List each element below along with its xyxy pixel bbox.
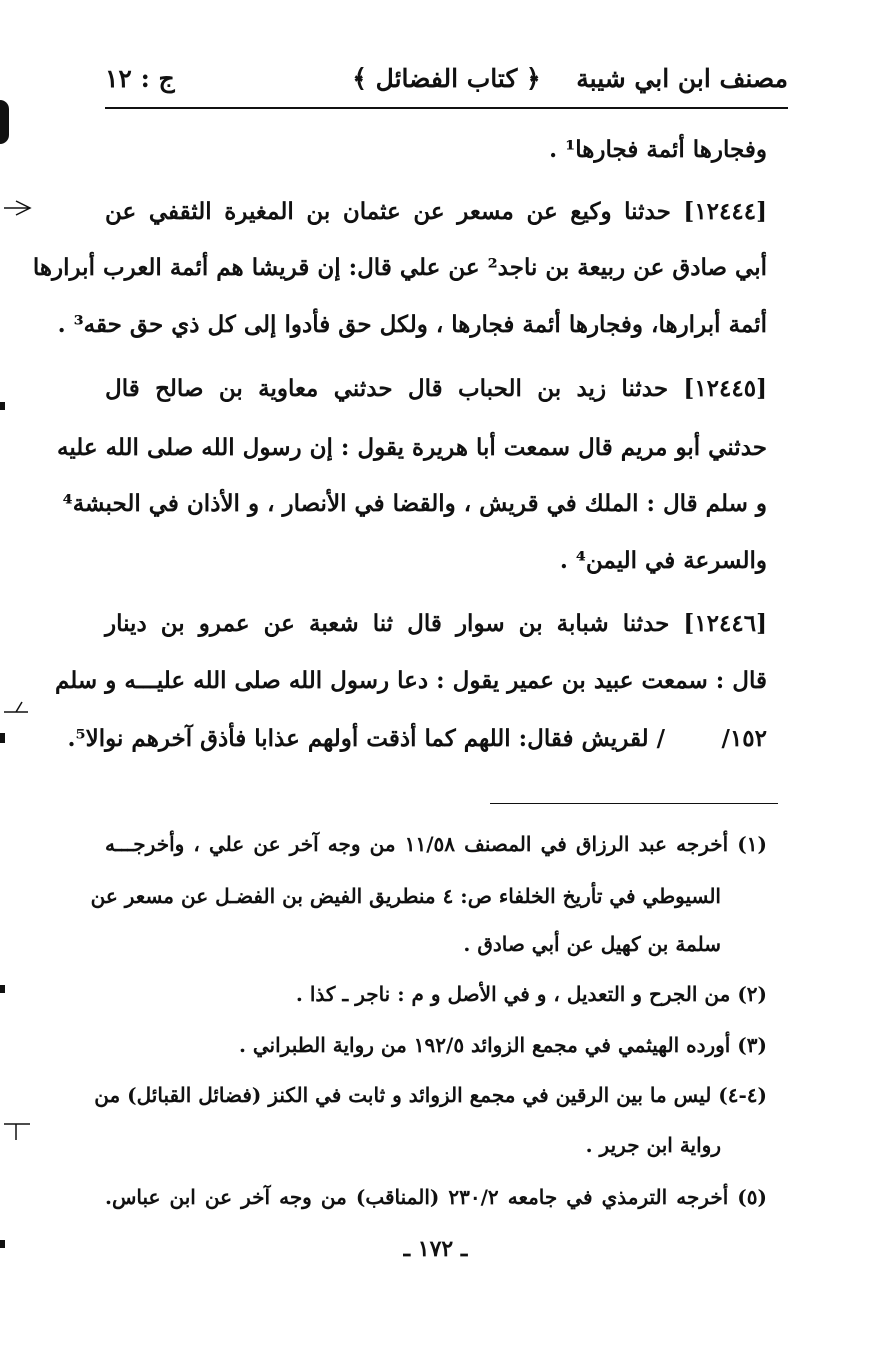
margin-tick-icon [2, 700, 32, 720]
footnote-4: (٤-٤) ليس ما بين الرقين في مجمع الزوائد و ثابت في الكنز (فضائل القبائل) من [94, 1083, 767, 1107]
hadith-12444-line: [١٢٤٤٤] حدثنا وكيع عن مسعر عن عثمان بن المغيرة الثقفي عن [105, 198, 767, 225]
margin-tick-icon [2, 198, 32, 218]
page-number: ـ ١٧٢ ـ [403, 1236, 468, 1262]
footnote-5: (٥) أخرجه الترمذي في جامعه ٢٣٠/٢ (المناقب) من وجه آخر عن ابن عباس. [105, 1185, 767, 1209]
hadith-12446-line: [١٢٤٤٦] حدثنا شبابة بن سوار قال ثنا شعبة عن عمرو بن دينار [105, 610, 767, 637]
footnote-2: (٢) من الجرح و التعديل ، و في الأصل و م : ناجر ـ كذا . [295, 982, 767, 1006]
text-line: حدثني أبو مريم قال سمعت أبا هريرة يقول : إن رسول الله صلى الله عليه [56, 434, 767, 461]
scan-edge-mark [0, 100, 9, 144]
margin-folio-ref: ١٥٢/ [721, 725, 767, 752]
footnote-1-cont: السيوطي في تأريخ الخلفاء ص: ٤ منطريق الفيض بن الفضـل عن مسعر عن [90, 884, 721, 908]
header-source-title: مصنف ابن ابي شيبة [576, 64, 788, 93]
scan-edge-mark [0, 985, 5, 993]
running-header [105, 58, 788, 106]
header-volume: ج : ١٢ [105, 64, 175, 93]
margin-tick-icon [2, 1118, 32, 1142]
footnote-4-cont: رواية ابن جرير . [585, 1133, 721, 1157]
header-book-chapter: ﴿ كتاب الفضائل ﴾ [352, 64, 541, 93]
footnote-rule [490, 803, 778, 804]
footnote-1: (١) أخرجه عبد الرزاق في المصنف ١١/٥٨ من وجه آخر عن علي ، وأخرجـــه [105, 832, 767, 856]
text-line: أبي صادق عن ربيعة بن ناجد² عن علي قال: إن قريشا هم أئمة العرب أبرارها [32, 254, 767, 281]
scan-edge-mark [0, 402, 5, 410]
text-line: و سلم قال : الملك في قريش ، والقضا في الأنصار ، و الأذان في الحبشة⁴ [62, 490, 767, 517]
scan-edge-mark [0, 1240, 5, 1248]
hadith-12445-line: [١٢٤٤٥] حدثنا زيد بن الحباب قال حدثني معاوية بن صالح قال [105, 375, 767, 402]
text-line: / لقريش فقال: اللهم كما أذقت أولهم عذابا فأذق آخرهم نوالا⁵. [67, 725, 665, 752]
text-line: وفجارها أئمة فجارها¹ . [549, 136, 767, 163]
text-line: أئمة أبرارها، وفجارها أئمة فجارها ، ولكل حق فأدوا إلى كل ذي حق حقه³ . [57, 311, 767, 338]
footnote-1-cont: سلمة بن كهيل عن أبي صادق . [463, 932, 721, 956]
footnote-3: (٣) أورده الهيثمي في مجمع الزوائد ١٩٢/٥ من رواية الطبراني . [238, 1033, 767, 1057]
scan-edge-mark [0, 733, 5, 743]
header-rule [105, 107, 788, 109]
text-line: والسرعة في اليمن⁴ . [559, 547, 767, 574]
text-line: قال : سمعت عبيد بن عمير يقول : دعا رسول الله صلى الله عليـــه و سلم [55, 667, 767, 694]
